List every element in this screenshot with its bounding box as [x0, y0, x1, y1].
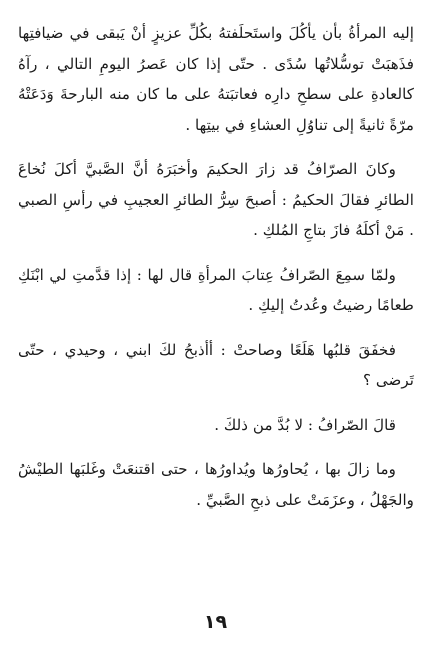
paragraph-1: إليه المرأةُ بأن يأكُلَ واستَحلَفتهُ بكُلِّ عزيزٍ أنْ يَبقى في ضيافتِها فذَهبَتْ توسُّلاتُها سُدًى . حتّى إذا كان عَصرُ اليومِ التالي ، رآهُ كالعادةِ على سطحِ دارِه فعاتبَتهُ على ما كان منه البارحةَ وَدَعَتْهُ مرّةً ثانيةً إلى تناوُلِ العشاءِ في بيتِها .	[18, 24, 414, 134]
paragraph-gap	[18, 321, 414, 335]
paragraph-gap	[18, 140, 414, 154]
paragraph-2: وكانَ الصرّافُ قد زارَ الحكيمَ وأخبَرَهُ أنَّ الصَّبيَّ أكلَ نُخاعَ الطائرِ فقالَ الحكيمُ : أصبحَ سِرُّ الطائرِ العجيبِ في رأسِ الصبي . مَنْ أكلَهُ فازَ بتاجِ المُلكِ .	[18, 160, 414, 239]
paragraph-3: ولمّا سمِعَ الصّرافُ عِتابَ المرأةِ قال لها : إذا قدَّمتِ لي ابْنَكِ طعامًا رضيتُ وعُدتُ إليكِ .	[18, 265, 414, 314]
page-number: ١٩	[203, 611, 228, 633]
paragraph-gap	[18, 246, 414, 260]
paragraph-6: وما زالَ بها ، يُحاورُها ويُداورُها ، حتى اقتنعَتْ وغَلبَها الطيْشُ والجَهْلُ ، وعزَمَتْ على ذبحِ الصَّبيِّ .	[18, 460, 414, 509]
page-body	[18, 18, 414, 618]
paragraph-4: فخفَقَ قلبُها هَلَعًا وصاحتْ : أأذبحُ لكَ ابني ، وحيدي ، حتّى تَرضى ؟	[18, 340, 414, 389]
paragraph-gap	[18, 396, 414, 410]
paragraph-gap	[18, 440, 414, 454]
paragraph-5: قالَ الصّرافُ : لا بُدَّ من ذلكَ .	[214, 415, 396, 434]
